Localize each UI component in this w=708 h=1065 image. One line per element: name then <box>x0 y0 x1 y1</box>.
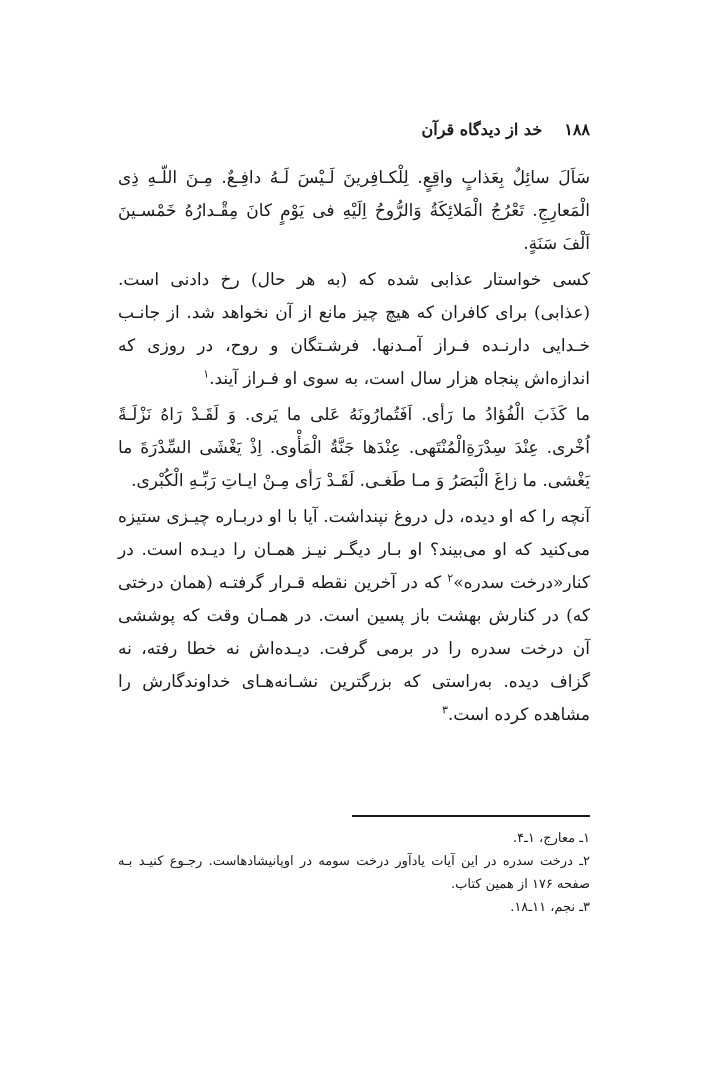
paragraph-text: که در آخرین نقطه قـرار گرفتـه (همان درختی که) در کنارش بهشت باز پسین است. در همـان وقت که پوششی آن درخت سدره را در برمی گرفت. دیـده‌اش نه خطا رفته، نه گزاف دیده. به‌راستی که بزرگترین نشـانه‌هـای خداوندگارش را مشاهده کرده است. <box>118 573 590 725</box>
translation-paragraph <box>118 264 590 396</box>
paragraph-text: آنچه را که او دیده، دل دروغ نپنداشت. آیا با او دربـاره چیـزی ستیزه می‌کنید که او می‌بیند؟ او بـار دیگـر نیـز همـان را دیـده است. در کنار«درخت سدره» <box>118 507 590 593</box>
footnote-marker: ۳ <box>442 703 448 717</box>
running-header <box>118 120 590 139</box>
footnotes <box>118 827 590 919</box>
footnote-divider <box>352 815 590 817</box>
page-number: ۱۸۸ <box>564 120 590 139</box>
footnote-marker: ۲ <box>447 571 454 585</box>
footnote-marker: ۱ <box>203 367 210 381</box>
quran-verse-block: سَاَلَ سائِلٌ بِعَذابٍ واقِعٍ. لِلْکـافِرینَ لَـیْسَ لَـهُ دافِـعٌ. مِـنَ اللّـهِ ذِی الْمَعارِجِ. تَعْرُجُ الْمَلائِکَةُ وَالرُّوحُ اِلَیْهِ فی یَوْمٍ کانَ مِقْـدارُهُ خَمْسـینَ اَلْفَ سَنَةٍ. <box>118 168 590 254</box>
footnote: ۲ـ درخت سدره در این آیات یادآور درخت سومه در اوپانیشادهاست. رجـوع کنیـد بـه صفحه ۱۷۶ از همین کتاب. <box>118 854 590 892</box>
page-body <box>118 162 590 732</box>
footnote: ۳ـ نجم، ۱۱ـ۱۸. <box>510 900 590 915</box>
footnote: ۱ـ معارج، ۱ـ۴. <box>512 831 590 846</box>
translation-paragraph <box>118 501 590 732</box>
quran-verse-block: ما کَذَبَ الْفُؤادُ ما رَأی. اَفَتُمارُونَهُ عَلی ما یَری. وَ لَقَـدْ رَاهُ نَزْلَـةً اُخْری. عِنْدَ سِدْرَةِالْمُنْتَهی. عِنْدَها جَنَّةُ الْمَأْوی. اِذْ یَغْشَی السِّدْرَةَ ما یَغْشی. ما زاغَ الْبَصَرُ وَ مـا طَغـی. لَقَـدْ رَأی مِـنْ ایـاتِ رَبِّـهِ الْکُبْری. <box>118 405 590 491</box>
paragraph-text: کسی خواستار عذابی شده که (به هر حال) رخ دادنی است. (عذابی) برای کافران که هیچ چیز مانع از آن نخواهد شد. از جانـب خـدایی دارنـده فـراز آمـدنها. فرشـتگان و روح، در روزی که اندازه‌اش پنجاه هزار سال است، به سوی او فـراز آیند. <box>118 270 590 389</box>
running-title: خد از دیدگاه قرآن <box>421 120 543 139</box>
